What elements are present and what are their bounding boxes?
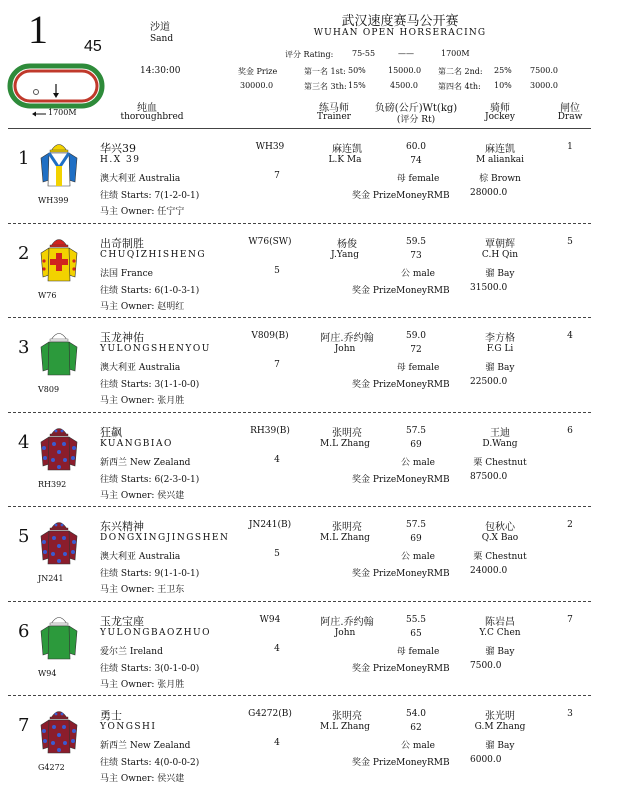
weight: 59.0 (405, 331, 427, 341)
horse-color: 骝 Bay (485, 268, 515, 279)
trainer-cn: 张明亮 (332, 711, 362, 722)
entry-divider (8, 412, 591, 413)
second-pct: 25% (494, 66, 512, 75)
prize-money-label: 奖金 PrizeMoneyRMB (352, 285, 450, 296)
horse-owner: 马主 Owner: 王卫东 (100, 585, 185, 595)
horse-color: 骝 Bay (485, 741, 515, 751)
horse-color: 栗 Chestnut (473, 457, 527, 468)
horse-starts: 往绩 Starts: 6(2-3-0-1) (100, 474, 200, 485)
third-amount: 4500.0 (390, 81, 418, 90)
weight: 57.5 (405, 520, 427, 530)
race-time: 14:30:00 (140, 66, 181, 76)
entry-row (0, 229, 620, 324)
horse-age: 4 (274, 738, 280, 748)
prize-money-amount: 7500.0 (470, 660, 502, 671)
breed-cn: 纯血 (137, 103, 157, 114)
prize-money-amount: 28000.0 (470, 188, 508, 198)
weight: 55.5 (405, 614, 427, 625)
first-pct: 50% (348, 66, 366, 75)
draw: 4 (567, 331, 573, 341)
prize-money-amount: 24000.0 (470, 566, 508, 576)
horse-name-en: H.X 39 (100, 155, 141, 165)
rating: 72 (410, 345, 422, 355)
horse-code: WH39 (255, 142, 285, 152)
jockey-cn: 王迪 (490, 427, 510, 439)
race-number: 1 (28, 7, 48, 52)
jockey-silk-icon (38, 516, 80, 570)
horse-age: 4 (274, 643, 280, 654)
horse-code-small: RH392 (38, 479, 67, 489)
race-title-en: WUHAN OPEN HORSERACING (313, 28, 487, 38)
entry-number: 7 (18, 715, 30, 736)
horse-code-small: W76 (38, 290, 57, 300)
horse-age: 5 (274, 549, 280, 559)
jockey-en: F.G Li (486, 344, 514, 354)
col-trainer-cn: 练马师 (319, 103, 349, 114)
sex: 母 female (396, 646, 440, 657)
horse-code-small: G4272 (38, 763, 65, 772)
rating: 65 (410, 628, 422, 639)
col-draw-en: Draw (557, 112, 583, 122)
horse-name-en: YULONGSHENYOU (100, 344, 211, 354)
trainer-cn: 阿庄.乔约翰 (320, 616, 374, 628)
horse-code: W76(SW) (248, 236, 292, 247)
draw: 3 (567, 709, 573, 719)
jockey-en: Y.C Chen (479, 627, 521, 638)
draw: 5 (567, 236, 573, 247)
rating: 62 (410, 723, 422, 733)
col-weight-en: (评分 Rt) (396, 115, 436, 125)
horse-code: JN241(B) (248, 520, 292, 530)
prize-money-label: 奖金 PrizeMoneyRMB (352, 474, 450, 485)
weight: 54.0 (405, 709, 427, 719)
jockey-silk-icon (38, 233, 80, 287)
draw: 2 (567, 520, 573, 530)
race-title-cn: 武汉速度赛马公开赛 (341, 14, 459, 29)
horse-code-small: JN241 (38, 574, 64, 583)
fourth-amount: 3000.0 (530, 81, 558, 90)
horse-owner: 马主 Owner: 张月胜 (100, 396, 185, 406)
horse-color: 骝 Bay (485, 363, 515, 373)
jockey-silk-icon (38, 611, 80, 665)
sex: 母 female (396, 174, 440, 184)
horse-age: 7 (274, 360, 280, 370)
entry-row (0, 701, 620, 796)
horse-color: 栗 Chestnut (473, 552, 527, 562)
horse-name-cn: 华兴39 (100, 142, 136, 155)
sex: 公 male (401, 741, 435, 751)
rating: 69 (410, 439, 422, 450)
horse-code-small: V809 (38, 385, 60, 394)
entry-row (0, 134, 620, 229)
entry-divider (8, 223, 591, 224)
weight: 57.5 (405, 425, 427, 436)
col-jockey-en: Jockey (485, 112, 515, 122)
horse-name-cn: 玉龙神佑 (100, 331, 144, 344)
entry-divider (8, 601, 591, 602)
horse-color: 骝 Bay (485, 646, 515, 657)
horse-origin: 新西兰 New Zealand (100, 741, 191, 751)
rating-label: 评分 Rating: (285, 50, 334, 59)
horse-origin: 新西兰 New Zealand (100, 457, 191, 468)
horse-name-en: DONGXINGJINGSHEN (100, 533, 230, 543)
entry-number: 2 (18, 242, 30, 264)
trainer-en: M.L Zhang (320, 533, 370, 543)
horse-origin: 澳大利亚 Australia (100, 174, 181, 184)
rating-value: 75-55 (352, 49, 376, 58)
horse-name-en: CHUQIZHISHENG (100, 249, 207, 260)
draw: 6 (567, 425, 573, 436)
prize-money-amount: 6000.0 (470, 755, 502, 765)
second-amount: 7500.0 (530, 66, 558, 75)
horse-origin: 澳大利亚 Australia (100, 552, 181, 562)
horse-origin: 法国 France (100, 268, 153, 279)
horse-name-cn: 狂飙 (100, 425, 122, 439)
sex: 公 male (401, 457, 435, 468)
entry-row (0, 607, 620, 702)
trainer-en: John (334, 344, 356, 354)
trainer-en: John (334, 627, 356, 638)
col-trainer-en: Trainer (317, 112, 351, 122)
rating-dash: —— (398, 49, 414, 58)
entry-number: 4 (18, 431, 30, 453)
horse-owner: 马主 Owner: 侯兴建 (100, 774, 185, 784)
jockey-en: Q.X Bao (481, 533, 519, 543)
horse-owner: 马主 Owner: 张月胜 (100, 679, 185, 690)
trainer-en: M.L Zhang (320, 438, 370, 449)
horse-name-cn: 出奇制胜 (100, 236, 144, 250)
prize-money-amount: 87500.0 (470, 471, 508, 482)
entry-number: 5 (18, 526, 30, 547)
jockey-cn: 麻连凯 (485, 144, 515, 155)
trainer-cn: 张明亮 (332, 522, 362, 533)
trainer-cn: 张明亮 (332, 427, 362, 439)
rating: 74 (410, 156, 422, 166)
horse-code-small: WH399 (38, 196, 69, 205)
direction-arrowhead-icon (32, 112, 36, 117)
entry-row (0, 323, 620, 418)
draw: 7 (567, 614, 573, 625)
surface-cn: 沙道 (150, 22, 170, 33)
third-pct: 15% (348, 81, 366, 90)
track-distance-label: 1700M (48, 108, 77, 117)
first-label: 第一名 1st: (304, 67, 346, 76)
col-jockey-cn: 骑师 (490, 103, 510, 114)
horse-owner: 马主 Owner: 侯兴建 (100, 490, 185, 501)
jockey-en: C.H Qin (481, 249, 519, 260)
horse-name-en: YONGSHI (100, 722, 157, 732)
entry-row (0, 418, 620, 513)
header-divider (8, 128, 591, 129)
prize-total: 30000.0 (240, 81, 274, 90)
jockey-en: D.Wang (482, 438, 518, 449)
entry-row (0, 512, 620, 607)
entry-divider (8, 317, 591, 318)
sex: 公 male (401, 552, 435, 562)
horse-age: 5 (274, 265, 280, 276)
horse-starts: 往绩 Starts: 6(1-0-3-1) (100, 285, 200, 296)
race-distance: 1700M (441, 49, 470, 58)
horse-name-cn: 玉龙宝座 (100, 614, 144, 628)
horse-name-cn: 东兴精神 (100, 520, 144, 533)
horse-starts: 往绩 Starts: 7(1-2-0-1) (100, 191, 200, 201)
trainer-cn: 杨俊 (337, 238, 357, 250)
trainer-en: M.L Zhang (320, 722, 370, 732)
horse-color: 棕 Brown (479, 174, 521, 184)
horse-starts: 往绩 Starts: 9(1-1-0-1) (100, 569, 200, 579)
prize-label: 奖金 Prize (238, 67, 278, 76)
jockey-silk-icon (38, 138, 80, 192)
trainer-en: J.Yang (331, 249, 359, 260)
entry-number: 1 (18, 148, 30, 169)
horse-owner: 马主 Owner: 任宁宁 (100, 207, 185, 217)
jockey-cn: 张光明 (485, 711, 515, 722)
jockey-silk-icon (38, 705, 80, 759)
rating: 69 (410, 534, 422, 544)
third-label: 第三名 3th: (304, 82, 347, 91)
jockey-silk-icon (38, 422, 80, 476)
horse-code: G4272(B) (248, 709, 292, 719)
horse-starts: 往绩 Starts: 3(0-1-0-0) (100, 663, 200, 674)
weight: 60.0 (405, 142, 427, 152)
sex: 母 female (396, 363, 440, 373)
jockey-silk-icon (38, 327, 80, 381)
jockey-en: G.M Zhang (474, 722, 526, 732)
jockey-cn: 包秋心 (485, 522, 515, 533)
entry-divider (8, 695, 591, 696)
horse-name-en: KUANGBIAO (100, 438, 173, 449)
prize-money-amount: 31500.0 (470, 282, 508, 293)
entry-number: 3 (18, 337, 30, 358)
prize-money-label: 奖金 PrizeMoneyRMB (352, 663, 450, 674)
sex: 公 male (401, 268, 435, 279)
second-label: 第二名 2nd: (438, 67, 483, 76)
fourth-label: 第四名 4th: (438, 82, 481, 91)
horse-code-small: W94 (38, 668, 57, 678)
rating: 73 (410, 250, 422, 261)
jockey-en: M aliankai (475, 155, 525, 165)
horse-code: RH39(B) (250, 425, 290, 436)
horse-owner: 马主 Owner: 赵明红 (100, 301, 185, 312)
horse-name-cn: 勇士 (100, 709, 122, 722)
col-draw-cn: 闸位 (560, 103, 580, 114)
horse-origin: 澳大利亚 Australia (100, 363, 181, 373)
start-marker-icon (34, 90, 39, 95)
finish-arrowhead-icon (53, 93, 59, 98)
jockey-cn: 陈岩昌 (485, 616, 515, 628)
horse-age: 7 (274, 171, 280, 181)
horse-code: W94 (259, 614, 281, 625)
jockey-cn: 覃朝辉 (485, 238, 515, 250)
horse-name-en: YULONGBAOZHUO (100, 627, 212, 638)
trainer-cn: 阿庄.乔约翰 (320, 333, 374, 344)
horse-code: V809(B) (251, 331, 289, 341)
entry-divider (8, 506, 591, 507)
jockey-cn: 李方格 (485, 333, 515, 344)
breed-en: thoroughbred (120, 112, 184, 122)
surface-en: Sand (150, 34, 174, 44)
race-distance-short: 45 (84, 38, 102, 55)
horse-age: 4 (274, 454, 280, 465)
weight: 59.5 (405, 236, 427, 247)
prize-money-label: 奖金 PrizeMoneyRMB (352, 191, 450, 201)
prize-money-label: 奖金 PrizeMoneyRMB (352, 380, 450, 390)
horse-starts: 往绩 Starts: 4(0-0-0-2) (100, 758, 200, 768)
entry-number: 6 (18, 620, 30, 642)
fourth-pct: 10% (494, 81, 512, 90)
horse-origin: 爱尔兰 Ireland (100, 646, 163, 657)
horse-starts: 往绩 Starts: 3(1-1-0-0) (100, 380, 200, 390)
trainer-cn: 麻连凯 (332, 144, 362, 155)
prize-money-label: 奖金 PrizeMoneyRMB (352, 758, 450, 768)
trainer-en: L.K Ma (328, 155, 362, 165)
prize-money-amount: 22500.0 (470, 377, 508, 387)
first-amount: 15000.0 (388, 66, 422, 75)
prize-money-label: 奖金 PrizeMoneyRMB (352, 569, 450, 579)
col-weight-cn: 负磅(公斤)Wt(kg) (374, 103, 458, 114)
draw: 1 (567, 142, 573, 152)
